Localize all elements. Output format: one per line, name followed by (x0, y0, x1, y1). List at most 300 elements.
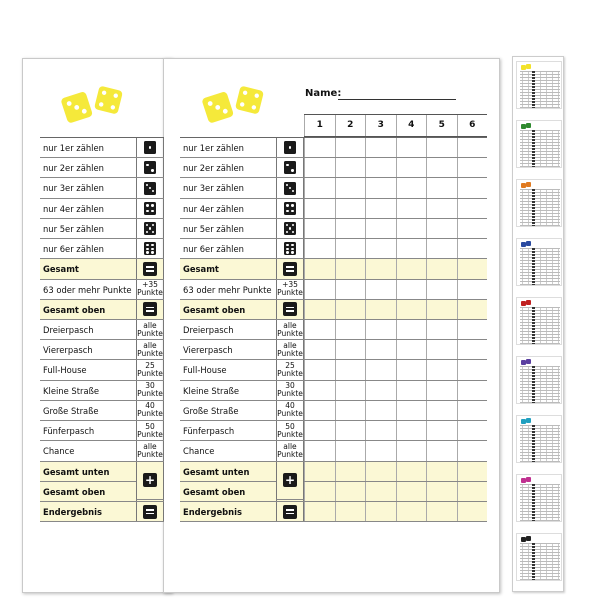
score-cells (304, 239, 487, 258)
points-value: alle Punkte (277, 340, 303, 358)
thumbnail-symbol-column (532, 71, 535, 108)
row-label: nur 5er zählen (183, 223, 244, 234)
score-cells (304, 482, 487, 501)
row-symbol (276, 158, 304, 177)
thumbnail-dice-icon (521, 300, 531, 306)
die-6-icon (144, 242, 156, 255)
score-cell[interactable] (457, 199, 488, 218)
score-cells (304, 360, 487, 379)
row-label: nur 1er zählen (43, 143, 104, 153)
score-row (180, 441, 487, 461)
score-cell[interactable] (304, 320, 335, 339)
score-cell[interactable] (396, 280, 427, 299)
points-value: +35 Punkte (137, 280, 163, 298)
score-cell[interactable] (335, 421, 366, 440)
column-header: 2 (335, 115, 366, 136)
score-cell[interactable] (426, 300, 457, 319)
score-cell[interactable] (335, 320, 366, 339)
equals-icon (143, 262, 157, 276)
score-cell[interactable] (335, 280, 366, 299)
score-cell[interactable] (426, 239, 457, 258)
row-label: nur 6er zählen (183, 244, 244, 255)
score-cell[interactable] (396, 320, 427, 339)
score-row (180, 340, 487, 360)
score-cell[interactable] (304, 340, 335, 359)
variant-thumbnails (512, 56, 564, 592)
row-symbol (136, 178, 164, 197)
die-4-icon (144, 202, 156, 215)
thumbnail-dice-icon (521, 64, 531, 70)
points-value: 40 Punkte (137, 401, 163, 419)
die-4-icon (284, 202, 296, 215)
score-cell[interactable] (426, 199, 457, 218)
score-cells (304, 138, 487, 157)
score-cell[interactable] (457, 421, 488, 440)
row-symbol (276, 381, 304, 400)
score-row (40, 259, 164, 279)
score-cell[interactable] (304, 239, 335, 258)
score-cell[interactable] (396, 138, 427, 157)
points-value: 40 Punkte (277, 401, 303, 419)
row-symbol (276, 199, 304, 218)
row-symbol (136, 138, 164, 157)
variant-thumbnail[interactable] (516, 61, 562, 109)
points-value: 30 Punkte (137, 381, 163, 399)
die-5-icon (144, 222, 156, 235)
variant-thumbnail[interactable] (516, 533, 562, 581)
score-row (180, 219, 487, 239)
score-cell[interactable] (304, 178, 335, 197)
row-symbol (136, 320, 164, 339)
score-cell[interactable] (335, 340, 366, 359)
points-value: 25 Punkte (277, 361, 303, 379)
score-row (40, 219, 164, 239)
die-6-icon (284, 242, 296, 255)
score-row (40, 401, 164, 421)
score-cell[interactable] (304, 360, 335, 379)
row-symbol (136, 462, 164, 500)
score-cell[interactable] (365, 239, 396, 258)
thumbnail-grid (520, 248, 560, 285)
row-label: Große Straße (43, 405, 99, 416)
score-row (180, 482, 487, 502)
score-cell[interactable] (365, 421, 396, 440)
points-value: 50 Punkte (137, 421, 163, 439)
row-symbol (276, 441, 304, 460)
name-input-line[interactable] (338, 99, 456, 100)
thumbnail-grid (520, 307, 560, 344)
row-label: nur 1er zählen (183, 143, 244, 153)
score-row (180, 259, 487, 279)
die-5-icon (284, 222, 296, 235)
score-cells (304, 381, 487, 400)
score-cell[interactable] (426, 138, 457, 157)
row-symbol (276, 401, 304, 420)
row-symbol (136, 340, 164, 359)
score-cell[interactable] (426, 259, 457, 278)
row-label: Fünferpasch (183, 426, 235, 437)
row-symbol (136, 158, 164, 177)
thumbnail-grid (520, 71, 560, 108)
score-table-back (40, 137, 164, 522)
score-cell[interactable] (304, 462, 335, 481)
die-1-icon (144, 141, 156, 154)
row-label: Fünferpasch (43, 426, 95, 437)
variant-thumbnail[interactable] (516, 474, 562, 522)
score-cell[interactable] (396, 199, 427, 218)
score-cell[interactable] (426, 158, 457, 177)
thumbnail-symbol-column (532, 189, 535, 226)
score-cells (304, 421, 487, 440)
points-value: alle Punkte (137, 340, 163, 358)
score-cell[interactable] (396, 158, 427, 177)
score-cell[interactable] (426, 280, 457, 299)
row-label: Große Straße (183, 405, 239, 416)
score-cell[interactable] (335, 239, 366, 258)
score-cell[interactable] (365, 199, 396, 218)
die-1-icon (284, 141, 296, 154)
score-cell[interactable] (396, 360, 427, 379)
row-label: Endergebnis (43, 506, 102, 517)
score-cell[interactable] (426, 421, 457, 440)
score-cell[interactable] (457, 239, 488, 258)
row-label: Gesamt oben (183, 304, 246, 315)
score-row (40, 381, 164, 401)
variant-thumbnail[interactable] (516, 415, 562, 463)
row-symbol (276, 300, 304, 319)
thumbnail-grid (520, 484, 560, 521)
score-row (180, 502, 487, 522)
row-label: Kleine Straße (43, 385, 100, 396)
variant-thumbnail[interactable] (516, 179, 562, 227)
score-row (180, 360, 487, 380)
thumbnail-dice-icon (521, 418, 531, 424)
score-row (40, 462, 164, 488)
score-cell[interactable] (396, 462, 427, 481)
thumbnail-dice-icon (521, 123, 531, 129)
thumbnail-grid (520, 189, 560, 226)
score-cell[interactable] (304, 401, 335, 420)
score-cell[interactable] (304, 421, 335, 440)
score-cell[interactable] (335, 381, 366, 400)
variant-thumbnail[interactable] (516, 297, 562, 345)
row-label: nur 2er zählen (183, 163, 244, 174)
score-cell[interactable] (365, 259, 396, 278)
score-cell[interactable] (304, 300, 335, 319)
score-row (40, 340, 164, 360)
score-cell[interactable] (426, 219, 457, 238)
score-row (40, 199, 164, 219)
score-cell[interactable] (304, 280, 335, 299)
score-cell[interactable] (457, 259, 488, 278)
score-cell[interactable] (457, 462, 488, 481)
score-cell[interactable] (457, 482, 488, 501)
score-cell[interactable] (335, 158, 366, 177)
score-table-front (180, 137, 487, 522)
score-cells (304, 462, 487, 481)
row-label: nur 4er zählen (43, 203, 104, 214)
equals-icon (143, 505, 157, 519)
score-cell[interactable] (426, 502, 457, 521)
thumbnail-symbol-column (532, 425, 535, 462)
score-cells (304, 401, 487, 420)
score-row (180, 462, 487, 488)
row-label: Full-House (43, 365, 87, 376)
score-row (40, 178, 164, 198)
row-label: 63 oder mehr Punkte (43, 284, 132, 295)
row-symbol (276, 502, 304, 521)
score-cells (304, 219, 487, 238)
column-header: 3 (365, 115, 396, 136)
row-label: Viererpasch (43, 345, 93, 356)
points-value: alle Punkte (277, 441, 303, 459)
score-cell[interactable] (457, 381, 488, 400)
score-cell[interactable] (426, 482, 457, 501)
row-symbol (136, 280, 164, 299)
score-cell[interactable] (365, 482, 396, 501)
score-cell[interactable] (335, 502, 366, 521)
score-cell[interactable] (335, 219, 366, 238)
score-row (180, 320, 487, 340)
score-cell[interactable] (396, 239, 427, 258)
score-cells (304, 441, 487, 460)
score-cell[interactable] (335, 441, 366, 460)
score-cell[interactable] (426, 340, 457, 359)
score-row (180, 280, 487, 300)
score-row (180, 401, 487, 421)
points-value: +35 Punkte (277, 280, 303, 298)
score-row (180, 300, 487, 320)
score-cell[interactable] (335, 300, 366, 319)
score-cells (304, 502, 487, 521)
score-cell[interactable] (365, 300, 396, 319)
thumbnail-symbol-column (532, 130, 535, 167)
dice-logo-icon (201, 84, 271, 126)
score-row (180, 421, 487, 441)
row-label: Gesamt unten (43, 466, 110, 477)
score-row (180, 138, 487, 158)
thumbnail-dice-icon (521, 359, 531, 365)
score-cell[interactable] (426, 360, 457, 379)
score-cells (304, 158, 487, 177)
score-cell[interactable] (457, 280, 488, 299)
score-cell[interactable] (365, 158, 396, 177)
score-cell[interactable] (396, 259, 427, 278)
row-symbol (136, 239, 164, 258)
row-symbol (136, 421, 164, 440)
row-symbol (136, 300, 164, 319)
score-cell[interactable] (457, 219, 488, 238)
score-cell[interactable] (457, 502, 488, 521)
row-symbol (276, 421, 304, 440)
score-cell[interactable] (304, 502, 335, 521)
thumbnail-grid (520, 543, 560, 580)
row-symbol (276, 280, 304, 299)
row-symbol (276, 138, 304, 157)
row-label: Gesamt oben (43, 304, 106, 315)
column-header: 1 (304, 115, 335, 136)
score-cell[interactable] (365, 401, 396, 420)
score-cell[interactable] (396, 300, 427, 319)
row-symbol (276, 340, 304, 359)
score-cell[interactable] (396, 219, 427, 238)
thumbnail-symbol-column (532, 307, 535, 344)
row-label: Dreierpasch (183, 324, 234, 335)
score-cell[interactable] (396, 178, 427, 197)
thumbnail-grid (520, 425, 560, 462)
score-cell[interactable] (396, 482, 427, 501)
row-label: Dreierpasch (43, 324, 94, 335)
row-label: Full-House (183, 365, 227, 376)
score-cell[interactable] (457, 441, 488, 460)
die-3-icon (284, 182, 296, 195)
score-cell[interactable] (426, 462, 457, 481)
die-2-icon (144, 161, 156, 174)
score-cell[interactable] (457, 360, 488, 379)
thumbnail-grid (520, 366, 560, 403)
row-label: nur 2er zählen (43, 163, 104, 174)
row-label: Gesamt oben (183, 486, 246, 497)
score-cell[interactable] (304, 482, 335, 501)
score-cell[interactable] (335, 138, 366, 157)
row-symbol (136, 259, 164, 278)
row-symbol (136, 381, 164, 400)
row-symbol (276, 219, 304, 238)
score-cell[interactable] (426, 320, 457, 339)
score-row (40, 502, 164, 522)
row-symbol (276, 462, 304, 500)
score-cell[interactable] (426, 441, 457, 460)
score-cell[interactable] (365, 462, 396, 481)
score-cell[interactable] (365, 381, 396, 400)
score-cell[interactable] (396, 502, 427, 521)
column-header: 4 (396, 115, 427, 136)
score-cell[interactable] (304, 138, 335, 157)
score-cell[interactable] (396, 401, 427, 420)
score-row (180, 239, 487, 259)
round-columns-header (304, 114, 487, 137)
score-row (40, 239, 164, 259)
row-symbol (136, 360, 164, 379)
score-cell[interactable] (396, 340, 427, 359)
score-cell[interactable] (426, 178, 457, 197)
row-label: nur 3er zählen (43, 183, 104, 194)
row-label: Gesamt (183, 264, 219, 275)
score-row (40, 441, 164, 461)
score-cell[interactable] (335, 482, 366, 501)
row-label: Chance (183, 446, 215, 457)
thumbnail-dice-icon (521, 182, 531, 188)
score-cell[interactable] (304, 219, 335, 238)
variant-thumbnail[interactable] (516, 356, 562, 404)
score-cell[interactable] (304, 259, 335, 278)
thumbnail-dice-icon (521, 477, 531, 483)
score-cell[interactable] (396, 381, 427, 400)
score-cell[interactable] (365, 178, 396, 197)
score-cell[interactable] (365, 502, 396, 521)
score-cell[interactable] (457, 158, 488, 177)
thumbnail-symbol-column (532, 543, 535, 580)
score-cell[interactable] (365, 280, 396, 299)
score-row (40, 300, 164, 320)
score-cell[interactable] (335, 199, 366, 218)
score-cell[interactable] (457, 138, 488, 157)
row-label: Viererpasch (183, 345, 233, 356)
score-cell[interactable] (304, 199, 335, 218)
equals-icon (283, 262, 297, 276)
row-label: Gesamt unten (183, 466, 250, 477)
score-cell[interactable] (335, 401, 366, 420)
score-cells (304, 199, 487, 218)
score-cell[interactable] (457, 340, 488, 359)
variant-thumbnail[interactable] (516, 238, 562, 286)
row-label: 63 oder mehr Punkte (183, 284, 272, 295)
thumbnail-symbol-column (532, 484, 535, 521)
row-symbol (276, 360, 304, 379)
score-cell[interactable] (365, 360, 396, 379)
score-row (40, 360, 164, 380)
row-label: nur 4er zählen (183, 203, 244, 214)
points-value: alle Punkte (277, 320, 303, 338)
score-cell[interactable] (426, 401, 457, 420)
equals-icon (283, 302, 297, 316)
score-cell[interactable] (304, 381, 335, 400)
score-cell[interactable] (335, 178, 366, 197)
score-cell[interactable] (335, 259, 366, 278)
name-label: Name: (305, 88, 342, 99)
score-cell[interactable] (457, 320, 488, 339)
score-cell[interactable] (304, 441, 335, 460)
score-cell[interactable] (365, 219, 396, 238)
row-symbol (136, 199, 164, 218)
score-cells (304, 340, 487, 359)
points-value: 25 Punkte (137, 361, 163, 379)
score-cell[interactable] (396, 421, 427, 440)
score-cells (304, 178, 487, 197)
row-symbol (276, 320, 304, 339)
score-cell[interactable] (426, 381, 457, 400)
row-symbol (276, 178, 304, 197)
dice-logo-icon (60, 84, 130, 126)
score-cell[interactable] (335, 360, 366, 379)
score-row (40, 280, 164, 300)
score-cell[interactable] (396, 441, 427, 460)
row-symbol (136, 219, 164, 238)
score-row (180, 381, 487, 401)
score-cell[interactable] (365, 320, 396, 339)
score-cells (304, 259, 487, 278)
score-cell[interactable] (457, 401, 488, 420)
score-cell[interactable] (335, 462, 366, 481)
variant-thumbnail[interactable] (516, 120, 562, 168)
score-cell[interactable] (365, 441, 396, 460)
score-cell[interactable] (457, 300, 488, 319)
thumbnail-dice-icon (521, 536, 531, 542)
score-cells (304, 300, 487, 319)
score-cell[interactable] (304, 158, 335, 177)
row-label: nur 3er zählen (183, 183, 244, 194)
thumbnail-symbol-column (532, 248, 535, 285)
score-cell[interactable] (365, 340, 396, 359)
score-cell[interactable] (365, 138, 396, 157)
score-row (40, 138, 164, 158)
row-symbol (136, 502, 164, 521)
row-symbol (276, 239, 304, 258)
score-cell[interactable] (457, 178, 488, 197)
points-value: 30 Punkte (277, 381, 303, 399)
row-symbol (276, 259, 304, 278)
score-row (180, 199, 487, 219)
